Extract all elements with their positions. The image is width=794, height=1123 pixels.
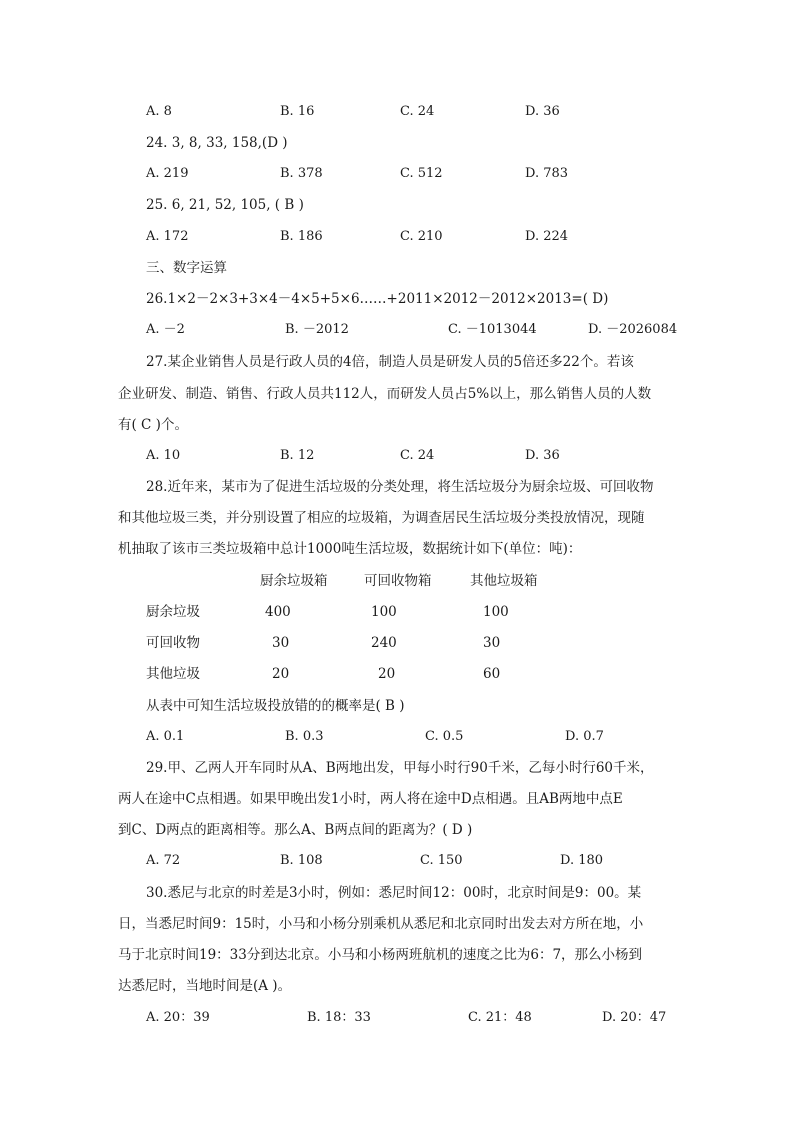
table-cell: 30 [272, 635, 290, 651]
table-row-label: 厨余垃圾 [146, 604, 200, 620]
q27-line-3: 有( C )个。 [118, 417, 188, 433]
q26-option-b: B. －2012 [285, 322, 349, 337]
table-cell: 20 [272, 666, 290, 682]
q28-line-3: 机抽取了该市三类垃圾箱中总计1000吨生活垃圾，数据统计如下(单位：吨)： [118, 541, 582, 557]
table-cell: 100 [483, 604, 509, 620]
table-cell: 20 [378, 666, 396, 682]
table-header: 其他垃圾箱 [470, 573, 538, 589]
q28-line-1: 28.近年来，某市为了促进生活垃圾的分类处理，将生活垃圾分为厨余垃圾、可回收物 [146, 479, 654, 495]
q27-option-d: D. 36 [525, 448, 560, 463]
q25-stem: 25. 6, 21, 52, 105, ( B ) [146, 197, 304, 213]
q24-option-a: A. 219 [146, 166, 189, 181]
q26-stem: 26.1×2－2×3+3×4－4×5+5×6……+2011×2012－2012×2013=( D) [146, 291, 609, 307]
q25-option-d: D. 224 [525, 229, 569, 244]
table-cell: 60 [483, 666, 501, 682]
q30-option-a: A. 20：39 [146, 1010, 210, 1025]
q29-line-3: 到C、D两点的距离相等。那么A、B两点间的距离为？( D ) [118, 822, 473, 838]
q30-option-b: B. 18：33 [307, 1010, 371, 1025]
q28-option-b: B. 0.3 [285, 729, 324, 744]
q27-option-b: B. 12 [280, 448, 315, 463]
q29-option-c: C. 150 [420, 853, 463, 868]
q27-line-1: 27.某企业销售人员是行政人员的4倍，制造人员是研发人员的5倍还多22个。若该 [146, 354, 634, 370]
table-cell: 400 [265, 604, 291, 620]
table-cell: 100 [371, 604, 397, 620]
q29-line-2: 两人在途中C点相遇。如果甲晚出发1小时，两人将在途中D点相遇。且AB两地中点E [118, 791, 623, 807]
q23-option-a: A. 8 [146, 104, 172, 119]
q24-option-d: D. 783 [525, 166, 569, 181]
q30-line-3: 马于北京时间19：33分到达北京。小马和小杨两班航机的速度之比为6：7，那么小杨到 [118, 947, 643, 963]
q29-option-a: A. 72 [146, 853, 181, 868]
q29-option-d: D. 180 [560, 853, 604, 868]
q30-option-d: D. 20：47 [602, 1010, 667, 1025]
q28-line-2: 和其他垃圾三类，并分别设置了相应的垃圾箱，为调查居民生活垃圾分类投放情况，现随 [118, 510, 645, 526]
table-header: 厨余垃圾箱 [260, 573, 328, 589]
table-cell: 30 [483, 635, 501, 651]
q25-option-c: C. 210 [400, 229, 443, 244]
q26-option-a: A. －2 [146, 322, 185, 337]
q27-option-c: C. 24 [400, 448, 435, 463]
q30-line-2: 日，当悉尼时间9：15时，小马和小杨分别乘机从悉尼和北京同时出发去对方所在地，小 [118, 916, 644, 932]
q26-option-c: C. －1013044 [448, 322, 537, 337]
q24-option-b: B. 378 [280, 166, 323, 181]
q23-option-b: B. 16 [280, 104, 315, 119]
table-header: 可回收物箱 [364, 573, 432, 589]
q30-line-4: 达悉尼时，当地时间是(A )。 [118, 978, 292, 994]
q30-option-c: C. 21：48 [468, 1010, 532, 1025]
q28-option-d: D. 0.7 [565, 729, 604, 744]
q29-line-1: 29.甲、乙两人开车同时从A、B两地出发，甲每小时行90千米，乙每小时行60千米， [146, 760, 654, 776]
section-heading: 三、数字运算 [146, 260, 227, 276]
q28-question: 从表中可知生活垃圾投放错的的概率是( B ) [146, 698, 405, 714]
q30-line-1: 30.悉尼与北京的时差是3小时，例如：悉尼时间12：00时，北京时间是9：00。某 [146, 885, 642, 901]
q25-option-b: B. 186 [280, 229, 323, 244]
q25-option-a: A. 172 [146, 229, 189, 244]
table-row-label: 其他垃圾 [146, 666, 200, 682]
q24-stem: 24. 3, 8, 33, 158,(D ) [146, 135, 288, 151]
q28-option-c: C. 0.5 [425, 729, 464, 744]
q23-option-d: D. 36 [525, 104, 560, 119]
q27-option-a: A. 10 [146, 448, 181, 463]
q29-option-b: B. 108 [280, 853, 323, 868]
q26-option-d: D. －2026084 [588, 322, 678, 337]
table-row-label: 可回收物 [146, 635, 200, 651]
table-cell: 240 [371, 635, 397, 651]
q24-option-c: C. 512 [400, 166, 443, 181]
q28-option-a: A. 0.1 [146, 729, 185, 744]
q23-option-c: C. 24 [400, 104, 435, 119]
q27-line-2: 企业研发、制造、销售、行政人员共112人，而研发人员占5%以上，那么销售人员的人数 [118, 386, 652, 402]
